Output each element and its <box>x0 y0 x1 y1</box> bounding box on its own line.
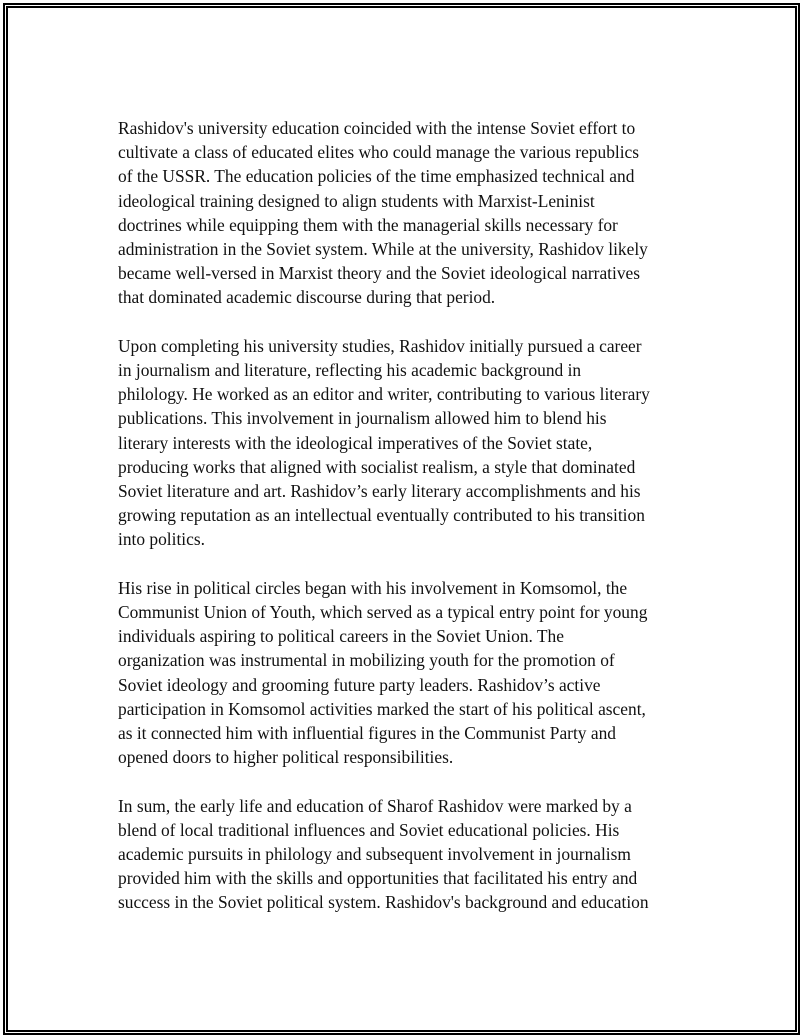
paragraph-university-education: Rashidov's university education coincided with the intense Soviet effort to cultivate a class of educated elites who could manage the various republics of the USSR. The education policies of the time emphasized technical and ideological training designed to align students with Marxist-Leninist doctrines while equipping them with the managerial skills necessary for administration in the Soviet system. While at the university, Rashidov likely became well-versed in Marxist theory and the Soviet ideological narratives that dominated academic discourse during that period. <box>118 118 648 308</box>
paragraph-summary: In sum, the early life and education of Sharof Rashidov were marked by a blend of local traditional influences and Soviet educational policies. His academic pursuits in philology and subsequent involvement in journalism provided him with the skills and opportunities that facilitated his entry and success in the Soviet political system. Rashidov's background and education <box>118 795 649 913</box>
paragraph-komsomol: His rise in political circles began with his involvement in Komsomol, the Communist Union of Youth, which served as a typical entry point for young individuals aspiring to political careers in the Soviet Union. The organization was instrumental in mobilizing youth for the promotion of Soviet ideology and grooming future party leaders. Rashidov’s active participation in Komsomol activities marked the start of his political ascent, as it connected him with influential figures in the Communist Party and opened doors to higher political responsibilities. <box>118 577 648 768</box>
paragraph-journalism-career: Upon completing his university studies, Rashidov initially pursued a career in journalism and literature, reflecting his academic background in philology. He worked as an editor and writer, contributing to various literary publications. This involvement in journalism allowed him to blend his literary interests with the ideological imperatives of the Soviet state, producing works that aligned with socialist realism, a style that dominated Soviet literature and art. Rashidov’s early literary accomplishments and his growing reputation as an intellectual eventually contributed to his transition into politics. <box>118 335 650 550</box>
document-body <box>118 116 688 939</box>
